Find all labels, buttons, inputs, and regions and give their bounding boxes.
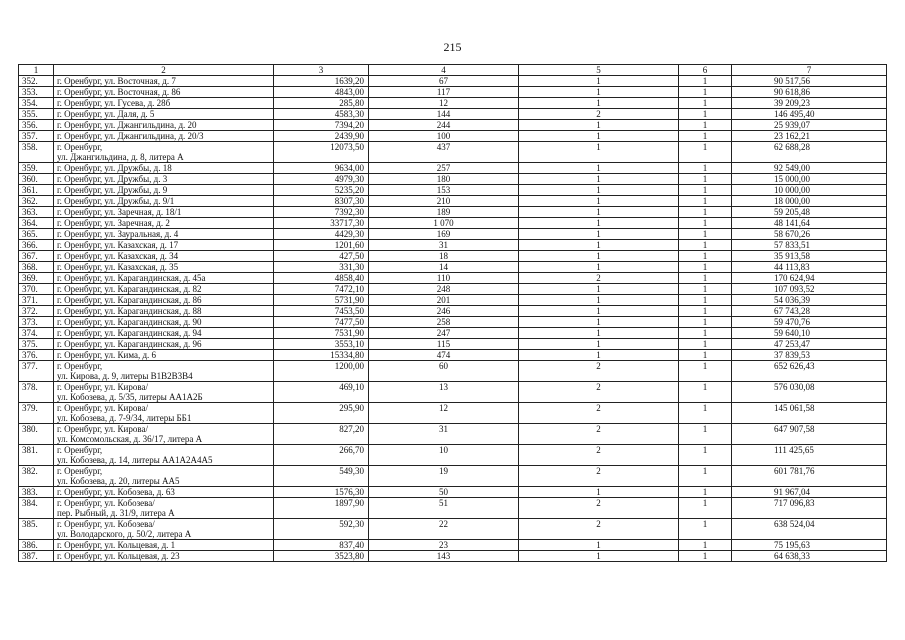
table-cell: 366. (19, 240, 54, 251)
table-cell: 4979,30 (274, 174, 369, 185)
table-cell: 362. (19, 196, 54, 207)
table-cell: 39 209,23 (732, 98, 887, 109)
table-cell: 62 688,28 (732, 142, 887, 163)
table-cell: 23 (369, 540, 519, 551)
table-cell: 285,80 (274, 98, 369, 109)
table-cell: 378. (19, 382, 54, 403)
table-cell: 33717,30 (274, 218, 369, 229)
table-cell: 1 (679, 240, 732, 251)
table-cell: 7394,20 (274, 120, 369, 131)
table-cell: 3523,80 (274, 551, 369, 562)
table-cell: 4843,00 (274, 87, 369, 98)
table-cell: 2 (519, 403, 679, 424)
table-cell: 13 (369, 382, 519, 403)
table-cell: г. Оренбург, ул. Кирова/ ул. Комсомольская, д. 36/17, литера А (54, 424, 274, 445)
table-cell: 592,30 (274, 519, 369, 540)
table-cell: 18 000,00 (732, 196, 887, 207)
table-row (19, 328, 887, 339)
table-row (19, 109, 887, 120)
table-cell: г. Оренбург, ул. Казахская, д. 34 (54, 251, 274, 262)
table-cell: 356. (19, 120, 54, 131)
table-cell: 1 (679, 382, 732, 403)
table-cell: 117 (369, 87, 519, 98)
table-row (19, 87, 887, 98)
table-cell: г. Оренбург, ул. Заречная, д. 2 (54, 218, 274, 229)
table-cell: 372. (19, 306, 54, 317)
table-cell: 246 (369, 306, 519, 317)
table-cell: г. Оренбург, ул. Карагандинская, д. 96 (54, 339, 274, 350)
table-cell: 374. (19, 328, 54, 339)
table-cell: 2 (519, 361, 679, 382)
table-cell: 717 096,83 (732, 498, 887, 519)
table-cell: 1 (679, 207, 732, 218)
table-cell: 47 253,47 (732, 339, 887, 350)
table-cell: 377. (19, 361, 54, 382)
table-cell: 244 (369, 120, 519, 131)
table-cell: 369. (19, 273, 54, 284)
table-cell: 1200,00 (274, 361, 369, 382)
table-cell: 2 (519, 424, 679, 445)
table-cell: 2439,90 (274, 131, 369, 142)
table-row (19, 262, 887, 273)
register-table (18, 64, 887, 562)
table-cell: 469,10 (274, 382, 369, 403)
table-cell: 92 549,00 (732, 163, 887, 174)
table-cell: 2 (519, 273, 679, 284)
table-cell: 1 (519, 262, 679, 273)
table-cell: 257 (369, 163, 519, 174)
table-cell: 90 517,56 (732, 76, 887, 87)
table-cell: г. Оренбург, ул. Кирова/ ул. Кобозева, д. 5/35, литеры АА1А2Б (54, 382, 274, 403)
table-cell: 1 (679, 109, 732, 120)
table-cell: 1 (519, 328, 679, 339)
table-cell: г. Оренбург, ул. Дружбы, д. 18 (54, 163, 274, 174)
table-cell: 1 (679, 317, 732, 328)
table-cell: 60 (369, 361, 519, 382)
table-cell: 437 (369, 142, 519, 163)
table-cell: 1 (679, 131, 732, 142)
table-cell: 384. (19, 498, 54, 519)
table-cell: 1 (679, 519, 732, 540)
column-header: 7 (732, 65, 887, 76)
table-cell: 1 (679, 551, 732, 562)
table-cell: 90 618,86 (732, 87, 887, 98)
table-cell: 15334,80 (274, 350, 369, 361)
table-cell: 371. (19, 295, 54, 306)
table-cell: 576 030,08 (732, 382, 887, 403)
table-cell: 1 (519, 142, 679, 163)
table-cell: 352. (19, 76, 54, 87)
table-cell: 1 (519, 284, 679, 295)
table-cell: 1 (519, 98, 679, 109)
table-cell: г. Оренбург, ул. Кобозева/ пер. Рыбный, д. 31/9, литера А (54, 498, 274, 519)
table-cell: 145 061,58 (732, 403, 887, 424)
table-cell: 1 (519, 540, 679, 551)
table-cell: г. Оренбург, ул. Джангильдина, д. 20/3 (54, 131, 274, 142)
table-cell: г. Оренбург, ул. Дружбы, д. 9/1 (54, 196, 274, 207)
table-row (19, 229, 887, 240)
table-cell: 7531,90 (274, 328, 369, 339)
table-cell: 201 (369, 295, 519, 306)
table-cell: 189 (369, 207, 519, 218)
table-row (19, 466, 887, 487)
table-cell: 1 (679, 262, 732, 273)
table-cell: 370. (19, 284, 54, 295)
table-cell: 385. (19, 519, 54, 540)
table-cell: 50 (369, 487, 519, 498)
table-cell: 2 (519, 519, 679, 540)
table-cell: 367. (19, 251, 54, 262)
table-cell: 170 624,94 (732, 273, 887, 284)
table-cell: 115 (369, 339, 519, 350)
table-cell: 1 (679, 98, 732, 109)
table-cell: 1 (679, 87, 732, 98)
table-cell: 9634,00 (274, 163, 369, 174)
table-cell: 258 (369, 317, 519, 328)
table-cell: г. Оренбург, ул. Казахская, д. 35 (54, 262, 274, 273)
table-cell: г. Оренбург, ул. Карагандинская, д. 94 (54, 328, 274, 339)
table-cell: г. Оренбург, ул. Даля, д. 5 (54, 109, 274, 120)
table-cell: г. Оренбург, ул. Зауральная, д. 4 (54, 229, 274, 240)
table-cell: г. Оренбург, ул. Кобозева, д. 14, литеры АА1А2А4А5 (54, 445, 274, 466)
table-row (19, 295, 887, 306)
table-row (19, 240, 887, 251)
table-cell: 7392,30 (274, 207, 369, 218)
table-cell: 180 (369, 174, 519, 185)
table-cell: 368. (19, 262, 54, 273)
table-row (19, 339, 887, 350)
table-cell: 12 (369, 98, 519, 109)
table-cell: 31 (369, 424, 519, 445)
table-cell: 8307,30 (274, 196, 369, 207)
table-row (19, 120, 887, 131)
table-cell: 1 (679, 76, 732, 87)
table-row (19, 403, 887, 424)
table-cell: 1 (679, 273, 732, 284)
table-cell: 827,20 (274, 424, 369, 445)
table-cell: 1 (679, 350, 732, 361)
table-cell: 59 640,10 (732, 328, 887, 339)
table-cell: 3553,10 (274, 339, 369, 350)
table-cell: г. Оренбург, ул. Кобозева/ ул. Володарского, д. 50/2, литера А (54, 519, 274, 540)
table-row (19, 498, 887, 519)
table-cell: 25 939,07 (732, 120, 887, 131)
table-cell: г. Оренбург, ул. Кобозева, д. 63 (54, 487, 274, 498)
table-cell: 364. (19, 218, 54, 229)
table-cell: 2 (519, 466, 679, 487)
table-cell: 331,30 (274, 262, 369, 273)
table-cell: 1 (679, 185, 732, 196)
table-row (19, 218, 887, 229)
table-row (19, 519, 887, 540)
table-cell: г. Оренбург, ул. Дружбы, д. 3 (54, 174, 274, 185)
table-cell: 54 036,39 (732, 295, 887, 306)
table-cell: 1 (679, 163, 732, 174)
table-cell: 10 (369, 445, 519, 466)
table-cell: г. Оренбург, ул. Карагандинская, д. 88 (54, 306, 274, 317)
table-row (19, 185, 887, 196)
table-cell: 1 (679, 295, 732, 306)
table-row (19, 540, 887, 551)
table-cell: 1 (519, 76, 679, 87)
table-cell: 210 (369, 196, 519, 207)
table-row (19, 76, 887, 87)
table-cell: 376. (19, 350, 54, 361)
table-cell: 58 670,26 (732, 229, 887, 240)
table-cell: 4429,30 (274, 229, 369, 240)
table-cell: 12073,50 (274, 142, 369, 163)
table-cell: г. Оренбург, ул. Заречная, д. 18/1 (54, 207, 274, 218)
table-cell: 248 (369, 284, 519, 295)
table-cell: 31 (369, 240, 519, 251)
table-row (19, 163, 887, 174)
table-cell: 1 (519, 240, 679, 251)
table-cell: 4583,30 (274, 109, 369, 120)
table-cell: 1 (519, 174, 679, 185)
table-cell: 357. (19, 131, 54, 142)
table-cell: 1897,90 (274, 498, 369, 519)
table-cell: 1 (519, 487, 679, 498)
table-cell: 1 (519, 131, 679, 142)
table-row (19, 317, 887, 328)
table-cell: 19 (369, 466, 519, 487)
table-cell: г. Оренбург, ул. Карагандинская, д. 86 (54, 295, 274, 306)
table-cell: 382. (19, 466, 54, 487)
table-cell: 67 743,28 (732, 306, 887, 317)
table-cell: г. Оренбург, ул. Восточная, д. 7 (54, 76, 274, 87)
table-cell: 837,40 (274, 540, 369, 551)
table-cell: 1 (519, 229, 679, 240)
table-cell: 647 907,58 (732, 424, 887, 445)
table-cell: 358. (19, 142, 54, 163)
table-row (19, 424, 887, 445)
table-cell: 4858,40 (274, 273, 369, 284)
table-row (19, 306, 887, 317)
table-cell: 549,30 (274, 466, 369, 487)
table-cell: 1 (519, 317, 679, 328)
table-cell: 14 (369, 262, 519, 273)
table-cell: 1 (519, 218, 679, 229)
table-cell: 23 162,21 (732, 131, 887, 142)
table-cell: 1 (679, 142, 732, 163)
table-cell: г. Оренбург, ул. Джангильдина, д. 8, литера А (54, 142, 274, 163)
table-cell: 2 (519, 109, 679, 120)
table-cell: 1 (679, 284, 732, 295)
table-cell: 1 (519, 163, 679, 174)
table-row (19, 251, 887, 262)
table-cell: 100 (369, 131, 519, 142)
table-cell: 57 833,51 (732, 240, 887, 251)
table-cell: 91 967,04 (732, 487, 887, 498)
table-cell: 146 495,40 (732, 109, 887, 120)
table-cell: 59 205,48 (732, 207, 887, 218)
table-cell: 361. (19, 185, 54, 196)
table-cell: 1 (519, 251, 679, 262)
table-cell: г. Оренбург, ул. Кобозева, д. 20, литеры АА5 (54, 466, 274, 487)
table-cell: 1 (679, 251, 732, 262)
table-cell: 1 (679, 174, 732, 185)
table-cell: 652 626,43 (732, 361, 887, 382)
column-header: 3 (274, 65, 369, 76)
table-cell: г. Оренбург, ул. Гусева, д. 28б (54, 98, 274, 109)
table-cell: 1 (679, 361, 732, 382)
table-cell: г. Оренбург, ул. Кольцевая, д. 23 (54, 551, 274, 562)
table-cell: 353. (19, 87, 54, 98)
table-cell: 601 781,76 (732, 466, 887, 487)
table-cell: 1 (679, 218, 732, 229)
table-cell: 143 (369, 551, 519, 562)
table-cell: 18 (369, 251, 519, 262)
table-cell: 1 (519, 207, 679, 218)
table-cell: 1 (519, 306, 679, 317)
table-cell: 7453,50 (274, 306, 369, 317)
table-cell: г. Оренбург, ул. Казахская, д. 17 (54, 240, 274, 251)
table-cell: г. Оренбург, ул. Кирова/ ул. Кобозева, д. 7-9/34, литеры ББ1 (54, 403, 274, 424)
column-header: 6 (679, 65, 732, 76)
table-cell: 387. (19, 551, 54, 562)
table-cell: 383. (19, 487, 54, 498)
table-row (19, 350, 887, 361)
table-cell: 48 141,64 (732, 218, 887, 229)
table-cell: 1 (679, 306, 732, 317)
table-cell: 638 524,04 (732, 519, 887, 540)
table-cell: 363. (19, 207, 54, 218)
table-cell: 44 113,83 (732, 262, 887, 273)
column-header: 5 (519, 65, 679, 76)
table-cell: 1639,20 (274, 76, 369, 87)
table-cell: 59 470,76 (732, 317, 887, 328)
table-cell: 427,50 (274, 251, 369, 262)
table-cell: 386. (19, 540, 54, 551)
table-cell: 360. (19, 174, 54, 185)
table-cell: г. Оренбург, ул. Дружбы, д. 9 (54, 185, 274, 196)
table-cell: 1 (519, 196, 679, 207)
column-header: 1 (19, 65, 54, 76)
table-cell: г. Оренбург, ул. Кирова, д. 9, литеры В1В2В3В4 (54, 361, 274, 382)
table-cell: 2 (519, 498, 679, 519)
table-cell: 1 (679, 424, 732, 445)
table-cell: 380. (19, 424, 54, 445)
table-cell: 10 000,00 (732, 185, 887, 196)
table-cell: 5731,90 (274, 295, 369, 306)
table-cell: г. Оренбург, ул. Кима, д. 6 (54, 350, 274, 361)
table-cell: 7477,50 (274, 317, 369, 328)
table-cell: г. Оренбург, ул. Восточная, д. 86 (54, 87, 274, 98)
table-cell: г. Оренбург, ул. Карагандинская, д. 82 (54, 284, 274, 295)
table-cell: г. Оренбург, ул. Кольцевая, д. 1 (54, 540, 274, 551)
table-cell: 381. (19, 445, 54, 466)
table-cell: г. Оренбург, ул. Карагандинская, д. 45а (54, 273, 274, 284)
table-cell: 1 (679, 403, 732, 424)
table-row (19, 273, 887, 284)
table-row (19, 196, 887, 207)
table-cell: г. Оренбург, ул. Карагандинская, д. 90 (54, 317, 274, 328)
table-cell: 1 (679, 120, 732, 131)
table-cell: 7472,10 (274, 284, 369, 295)
table-cell: 22 (369, 519, 519, 540)
table-cell: 2 (519, 445, 679, 466)
table-cell: 75 195,63 (732, 540, 887, 551)
table-header-row (19, 65, 887, 76)
table-cell: 1 (679, 498, 732, 519)
table-cell: 15 000,00 (732, 174, 887, 185)
table-cell: 375. (19, 339, 54, 350)
table-cell: 1 070 (369, 218, 519, 229)
table-cell: 35 913,58 (732, 251, 887, 262)
table-cell: 64 638,33 (732, 551, 887, 562)
table-cell: 1 (679, 196, 732, 207)
table-cell: 1 (679, 540, 732, 551)
table-cell: г. Оренбург, ул. Джангильдина, д. 20 (54, 120, 274, 131)
table-cell: 1 (679, 466, 732, 487)
table-row (19, 142, 887, 163)
table-cell: 1 (519, 185, 679, 196)
table-row (19, 174, 887, 185)
table-cell: 5235,20 (274, 185, 369, 196)
table-cell: 153 (369, 185, 519, 196)
page-number: 215 (443, 40, 462, 54)
table-row (19, 131, 887, 142)
table-cell: 354. (19, 98, 54, 109)
table-cell: 295,90 (274, 403, 369, 424)
table-cell: 373. (19, 317, 54, 328)
table-row (19, 487, 887, 498)
table-cell: 37 839,53 (732, 350, 887, 361)
table-cell: 359. (19, 163, 54, 174)
table-cell: 1 (519, 339, 679, 350)
table-row (19, 382, 887, 403)
table-cell: 1 (679, 339, 732, 350)
table-cell: 12 (369, 403, 519, 424)
table-row (19, 551, 887, 562)
table-cell: 2 (519, 382, 679, 403)
table-cell: 110 (369, 273, 519, 284)
table-cell: 107 093,52 (732, 284, 887, 295)
table-cell: 111 425,65 (732, 445, 887, 466)
table-cell: 144 (369, 109, 519, 120)
table-cell: 1 (519, 350, 679, 361)
table-row (19, 361, 887, 382)
table-cell: 1576,30 (274, 487, 369, 498)
table-cell: 1 (519, 295, 679, 306)
table-cell: 1 (679, 445, 732, 466)
table-row (19, 284, 887, 295)
table-cell: 474 (369, 350, 519, 361)
table-cell: 355. (19, 109, 54, 120)
table-row (19, 207, 887, 218)
table-cell: 1 (519, 87, 679, 98)
table-cell: 67 (369, 76, 519, 87)
table-cell: 1 (519, 551, 679, 562)
table-cell: 266,70 (274, 445, 369, 466)
table-cell: 247 (369, 328, 519, 339)
column-header: 2 (54, 65, 274, 76)
table-cell: 169 (369, 229, 519, 240)
table-cell: 1 (519, 120, 679, 131)
table-cell: 51 (369, 498, 519, 519)
table-cell: 1201,60 (274, 240, 369, 251)
table-cell: 1 (679, 328, 732, 339)
table-row (19, 445, 887, 466)
table-cell: 379. (19, 403, 54, 424)
table-cell: 1 (679, 487, 732, 498)
column-header: 4 (369, 65, 519, 76)
table-cell: 1 (679, 229, 732, 240)
table-row (19, 98, 887, 109)
table-cell: 365. (19, 229, 54, 240)
